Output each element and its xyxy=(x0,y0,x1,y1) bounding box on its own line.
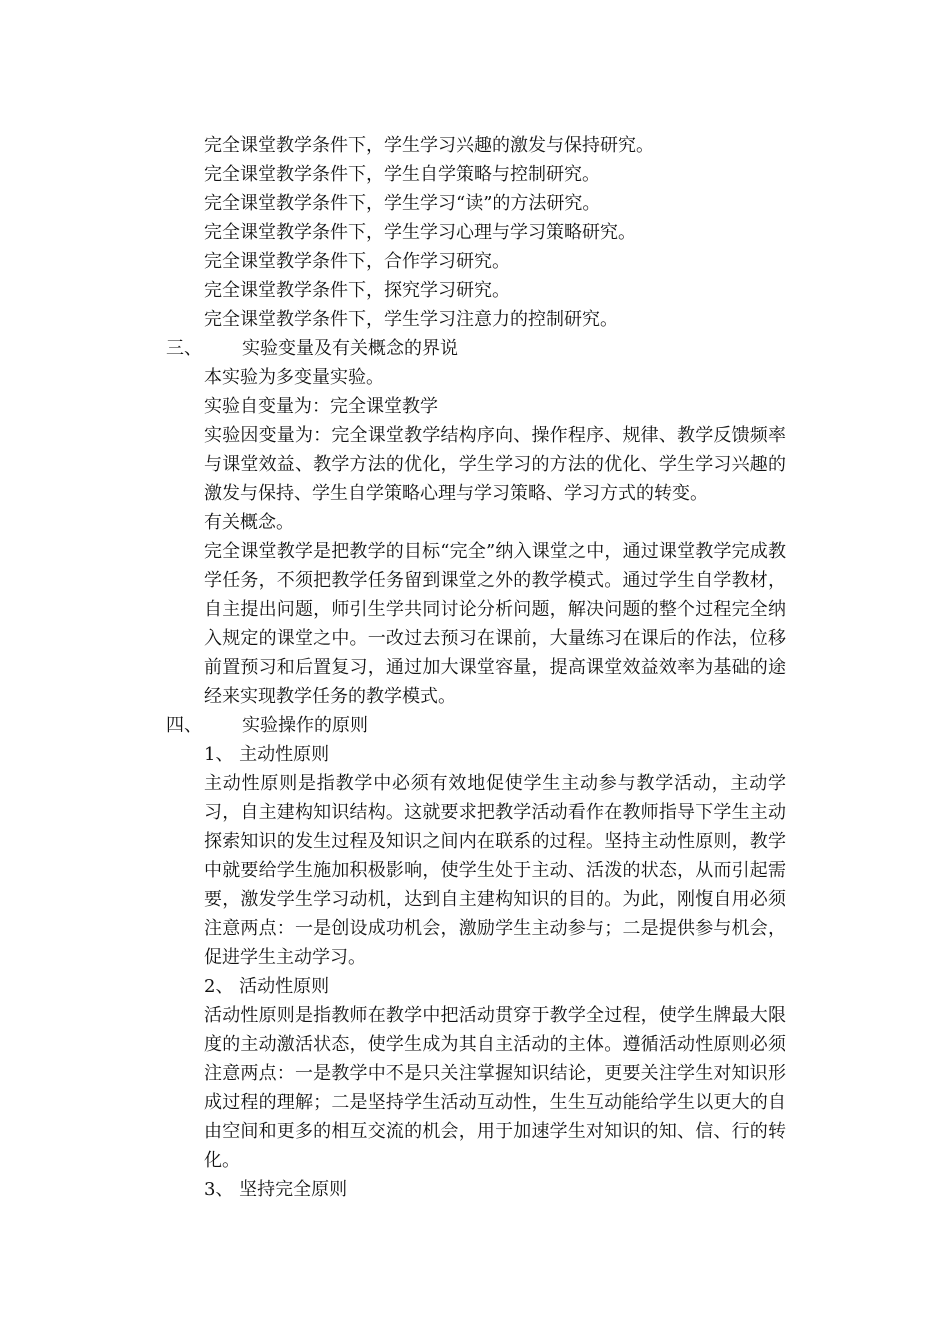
list-item: 完全课堂教学条件下，探究学习研究。 xyxy=(204,280,510,301)
paragraph: 完全课堂教学是把教学的目标“完全”纳入课堂之中，通过课堂教学完成教学任务，不须把教学任务留到课堂之外的教学模式。通过学生自学教材，自主提出问题，师引生学共同讨论分析问题，解决问题的整个过程完全纳入规定的课堂之中。一改过去预习在课前，大量练习在课后的作法，位移前置预习和后置复习，通过加大课堂容量，提高课堂效益效率为基础的途经来实现教学任务的教学模式。 xyxy=(204,541,786,707)
paragraph: 主动性原则是指教学中必须有效地促使学生主动参与教学活动，主动学习，自主建构知识结构。这就要求把教学活动看作在教师指导下学生主动探索知识的发生过程及知识之间内在联系的过程。坚持主动性原则，教学中就要给学生施加积极影响，使学生处于主动、活泼的状态，从而引起需要，激发学生学习动机，达到自主建构知识的目的。为此，刚愎自用必须注意两点：一是创设成功机会，激励学生主动参与；二是提供参与机会，促进学生主动学习。 xyxy=(204,773,786,968)
list-item: 完全课堂教学条件下，学生学习“读”的方法研究。 xyxy=(204,193,601,214)
document-body xyxy=(166,131,786,1204)
section-number: 三、 xyxy=(166,338,202,359)
section-heading-4 xyxy=(166,711,786,740)
paragraph: 活动性原则是指教师在教学中把活动贯穿于教学全过程，使学生牌最大限度的主动激活状态，使学生成为其自主活动的主体。遵循活动性原则必须注意两点：一是教学中不是只关注掌握知识结论，更要关注学生对知识形成过程的理解；二是坚持学生活动互动性，生生互动能给学生以更大的自由空间和更多的相互交流的机会，用于加速学生对知识的知、信、行的转化。 xyxy=(204,1005,786,1171)
subsection-title: 2、 活动性原则 xyxy=(204,976,330,997)
section-number: 四、 xyxy=(166,715,202,736)
subsection-title: 1、 主动性原则 xyxy=(204,744,330,765)
section-title: 实验操作的原则 xyxy=(242,715,368,736)
paragraph: 有关概念。 xyxy=(204,512,294,533)
list-item: 完全课堂教学条件下，学生学习兴趣的激发与保持研究。 xyxy=(204,135,654,156)
subsection-title: 3、 坚持完全原则 xyxy=(204,1179,348,1200)
list-item: 完全课堂教学条件下，学生自学策略与控制研究。 xyxy=(204,164,600,185)
list-item: 完全课堂教学条件下，学生学习注意力的控制研究。 xyxy=(204,309,618,330)
list-item: 完全课堂教学条件下，学生学习心理与学习策略研究。 xyxy=(204,222,636,243)
section-heading-3 xyxy=(166,334,786,363)
paragraph: 实验自变量为：完全课堂教学 xyxy=(204,396,438,417)
section-title: 实验变量及有关概念的界说 xyxy=(242,338,458,359)
paragraph: 实验因变量为：完全课堂教学结构序向、操作程序、规律、教学反馈频率与课堂效益、教学方法的优化，学生学习的方法的优化、学生学习兴趣的激发与保持、学生自学策略心理与学习策略、学习方式的转变。 xyxy=(204,425,786,504)
paragraph: 本实验为多变量实验。 xyxy=(204,367,384,388)
list-item: 完全课堂教学条件下，合作学习研究。 xyxy=(204,251,510,272)
